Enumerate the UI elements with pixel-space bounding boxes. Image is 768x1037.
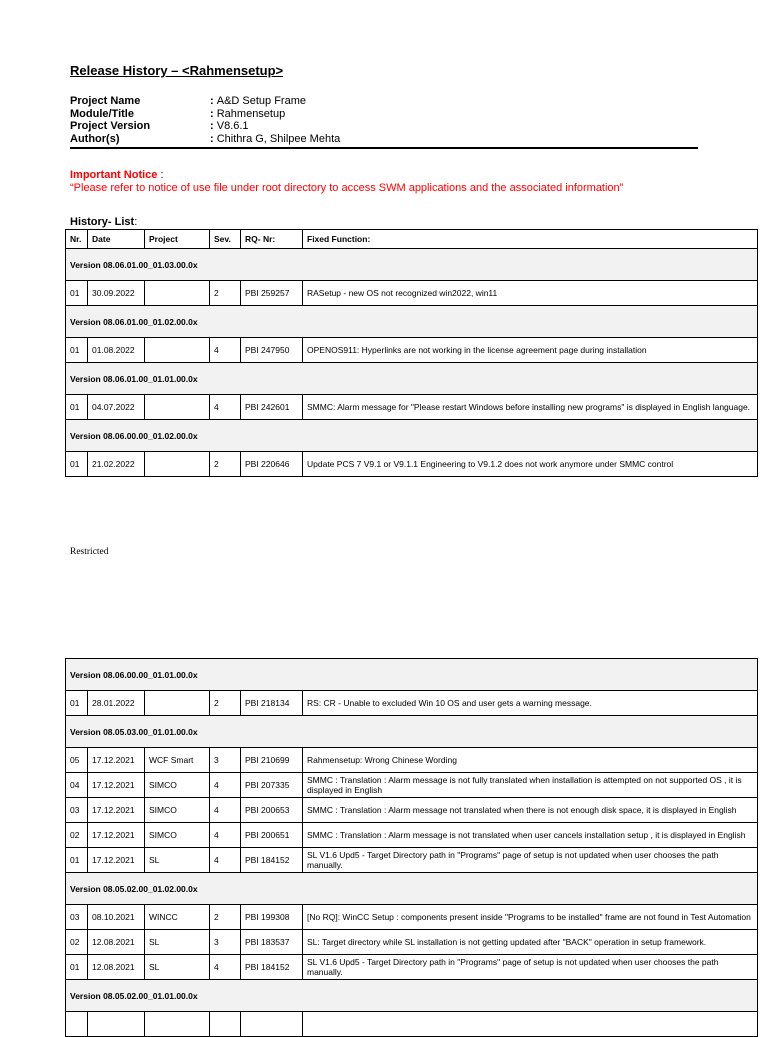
history-table-2 bbox=[65, 658, 758, 1037]
cell-fix bbox=[303, 1012, 758, 1037]
version-label: Version 08.06.01.00_01.02.00.0x bbox=[66, 306, 758, 338]
cell-date: 12.08.2021 bbox=[88, 955, 145, 980]
version-row bbox=[66, 306, 758, 338]
cell-nr: 01 bbox=[66, 281, 88, 306]
meta-label: Project Name bbox=[70, 95, 141, 107]
cell-date: 30.09.2022 bbox=[88, 281, 145, 306]
important-notice: Important Notice : “Please refer to notice of use file under root directory to access SWM applications and the associated information” bbox=[70, 169, 760, 195]
cell-sev: 3 bbox=[210, 930, 241, 955]
cell-nr: 03 bbox=[66, 798, 88, 823]
cell-project bbox=[145, 1012, 210, 1037]
cell-rq: PBI 207335 bbox=[241, 773, 303, 798]
cell-project bbox=[145, 691, 210, 716]
cell-project: SIMCO bbox=[145, 798, 210, 823]
cell-date: 01.08.2022 bbox=[88, 338, 145, 363]
cell-rq: PBI 210699 bbox=[241, 748, 303, 773]
meta-value: Rahmensetup bbox=[216, 107, 286, 120]
meta-row-project-version: Project Version : V8.6.1 bbox=[70, 120, 249, 132]
cell-sev: 2 bbox=[210, 905, 241, 930]
cell-rq: PBI 184152 bbox=[241, 848, 303, 873]
cell-fix: SMMC: Alarm message for "Please restart Windows before installing new programs" is displayed in English language. bbox=[303, 395, 758, 420]
version-label: Version 08.06.01.00_01.03.00.0x bbox=[66, 249, 758, 281]
cell-date: 04.07.2022 bbox=[88, 395, 145, 420]
history-list-label: History- List: bbox=[70, 216, 138, 228]
header-sev: Sev. bbox=[210, 230, 241, 249]
cell-rq: PBI 199308 bbox=[241, 905, 303, 930]
cell-date: 28.01.2022 bbox=[88, 691, 145, 716]
cell-rq: PBI 184152 bbox=[241, 955, 303, 980]
header-rq-nr: RQ- Nr: bbox=[241, 230, 303, 249]
document-title: Release History – <Rahmensetup> bbox=[70, 63, 284, 78]
table-row bbox=[66, 691, 758, 716]
cell-fix: OPENOS911: Hyperlinks are not working in the license agreement page during installation bbox=[303, 338, 758, 363]
meta-label: Author(s) bbox=[70, 132, 120, 145]
cell-date: 17.12.2021 bbox=[88, 798, 145, 823]
header-date: Date bbox=[88, 230, 145, 249]
cell-date bbox=[88, 1012, 145, 1037]
meta-value: V8.6.1 bbox=[216, 120, 249, 132]
cell-fix: RS: CR - Unable to excluded Win 10 OS and user gets a warning message. bbox=[303, 691, 758, 716]
table-row bbox=[66, 848, 758, 873]
version-label: Version 08.06.00.00_01.01.00.0x bbox=[66, 659, 758, 691]
cell-fix: SL V1.6 Upd5 - Target Directory path in "Programs" page of setup is not updated when user chooses the path manually. bbox=[303, 955, 758, 980]
cell-nr: 01 bbox=[66, 848, 88, 873]
meta-label: Module/Title bbox=[70, 107, 134, 120]
cell-sev: 4 bbox=[210, 955, 241, 980]
cell-project: SL bbox=[145, 955, 210, 980]
cell-nr: 01 bbox=[66, 691, 88, 716]
table-row bbox=[66, 798, 758, 823]
cell-nr: 01 bbox=[66, 395, 88, 420]
cell-nr bbox=[66, 1012, 88, 1037]
version-row bbox=[66, 249, 758, 281]
cell-date: 21.02.2022 bbox=[88, 452, 145, 477]
table-row bbox=[66, 452, 758, 477]
cell-project: WINCC bbox=[145, 905, 210, 930]
history-table-1 bbox=[65, 229, 758, 477]
version-label: Version 08.05.03.00_01.01.00.0x bbox=[66, 716, 758, 748]
header-project: Project bbox=[145, 230, 210, 249]
cell-date: 08.10.2021 bbox=[88, 905, 145, 930]
meta-value: A&D Setup Frame bbox=[216, 95, 306, 107]
notice-title: Important Notice bbox=[70, 169, 158, 181]
cell-rq: PBI 200651 bbox=[241, 823, 303, 848]
cell-rq bbox=[241, 1012, 303, 1037]
table-header-row bbox=[66, 230, 758, 249]
version-row bbox=[66, 716, 758, 748]
cell-project: SIMCO bbox=[145, 823, 210, 848]
cell-fix: Update PCS 7 V9.1 or V9.1.1 Engineering to V9.1.2 does not work anymore under SMMC control bbox=[303, 452, 758, 477]
cell-nr: 05 bbox=[66, 748, 88, 773]
cell-rq: PBI 183537 bbox=[241, 930, 303, 955]
cell-project: WCF Smart bbox=[145, 748, 210, 773]
cell-nr: 01 bbox=[66, 338, 88, 363]
cell-sev: 4 bbox=[210, 798, 241, 823]
cell-nr: 02 bbox=[66, 930, 88, 955]
cell-fix: SMMC : Translation : Alarm message not translated when there is not enough disk space, it is displayed in English bbox=[303, 798, 758, 823]
cell-sev: 4 bbox=[210, 823, 241, 848]
table-row bbox=[66, 930, 758, 955]
classification-footer: Restricted bbox=[70, 547, 109, 557]
cell-rq: PBI 218134 bbox=[241, 691, 303, 716]
version-row bbox=[66, 363, 758, 395]
cell-date: 17.12.2021 bbox=[88, 773, 145, 798]
cell-project: SIMCO bbox=[145, 773, 210, 798]
cell-date: 17.12.2021 bbox=[88, 848, 145, 873]
cell-nr: 04 bbox=[66, 773, 88, 798]
cell-project bbox=[145, 338, 210, 363]
version-row bbox=[66, 420, 758, 452]
cell-fix: SL V1.6 Upd5 - Target Directory path in "Programs" page of setup is not updated when user chooses the path manually. bbox=[303, 848, 758, 873]
cell-project: SL bbox=[145, 930, 210, 955]
version-label: Version 08.05.02.00_01.01.00.0x bbox=[66, 980, 758, 1012]
table-row bbox=[66, 955, 758, 980]
cell-sev: 2 bbox=[210, 452, 241, 477]
cell-nr: 02 bbox=[66, 823, 88, 848]
table-row bbox=[66, 395, 758, 420]
cell-rq: PBI 247950 bbox=[241, 338, 303, 363]
cell-sev: 4 bbox=[210, 395, 241, 420]
table-row bbox=[66, 823, 758, 848]
meta-row-authors: Author(s) : Chithra G, Shilpee Mehta bbox=[70, 132, 341, 145]
table-row bbox=[66, 748, 758, 773]
table-row bbox=[66, 1012, 758, 1037]
cell-nr: 03 bbox=[66, 905, 88, 930]
cell-nr: 01 bbox=[66, 452, 88, 477]
cell-fix: Rahmensetup: Wrong Chinese Wording bbox=[303, 748, 758, 773]
cell-fix: [No RQ]: WinCC Setup : components present inside "Programs to be installed" frame are not found in Test Automation bbox=[303, 905, 758, 930]
cell-sev bbox=[210, 1012, 241, 1037]
meta-value: Chithra G, Shilpee Mehta bbox=[216, 132, 341, 145]
cell-project bbox=[145, 281, 210, 306]
cell-sev: 3 bbox=[210, 748, 241, 773]
cell-date: 17.12.2021 bbox=[88, 823, 145, 848]
table-row bbox=[66, 773, 758, 798]
cell-date: 17.12.2021 bbox=[88, 748, 145, 773]
cell-fix: SMMC : Translation : Alarm message is not fully translated when installation is attempted on not supported OS , it is displayed in English bbox=[303, 773, 758, 798]
table-row bbox=[66, 281, 758, 306]
table-row bbox=[66, 338, 758, 363]
cell-project: SL bbox=[145, 848, 210, 873]
meta-label: Project Version bbox=[70, 120, 151, 132]
header-fixed-function: Fixed Function: bbox=[303, 230, 758, 249]
meta-row-project-name: Project Name : A&D Setup Frame bbox=[70, 95, 306, 107]
version-label: Version 08.06.00.00_01.02.00.0x bbox=[66, 420, 758, 452]
version-row bbox=[66, 873, 758, 905]
project-meta bbox=[70, 95, 698, 149]
cell-date: 12.08.2021 bbox=[88, 930, 145, 955]
cell-sev: 4 bbox=[210, 848, 241, 873]
table-row bbox=[66, 905, 758, 930]
notice-text: “Please refer to notice of use file under root directory to access SWM applications and the associated information” bbox=[70, 182, 624, 194]
cell-fix: SL: Target directory while SL installation is not getting updated after "BACK" operation in setup framework. bbox=[303, 930, 758, 955]
version-row bbox=[66, 980, 758, 1012]
cell-rq: PBI 220646 bbox=[241, 452, 303, 477]
cell-sev: 4 bbox=[210, 773, 241, 798]
version-label: Version 08.05.02.00_01.02.00.0x bbox=[66, 873, 758, 905]
cell-rq: PBI 200653 bbox=[241, 798, 303, 823]
header-nr: Nr. bbox=[66, 230, 88, 249]
cell-rq: PBI 259257 bbox=[241, 281, 303, 306]
cell-sev: 2 bbox=[210, 691, 241, 716]
version-label: Version 08.06.01.00_01.01.00.0x bbox=[66, 363, 758, 395]
cell-fix: SMMC : Translation : Alarm message is not translated when user cancels installation setup , it is displayed in English bbox=[303, 823, 758, 848]
cell-rq: PBI 242601 bbox=[241, 395, 303, 420]
meta-row-module-title: Module/Title : Rahmensetup bbox=[70, 107, 286, 120]
cell-project bbox=[145, 395, 210, 420]
cell-sev: 4 bbox=[210, 338, 241, 363]
cell-sev: 2 bbox=[210, 281, 241, 306]
version-row bbox=[66, 659, 758, 691]
cell-nr: 01 bbox=[66, 955, 88, 980]
cell-project bbox=[145, 452, 210, 477]
cell-fix: RASetup - new OS not recognized win2022, win11 bbox=[303, 281, 758, 306]
